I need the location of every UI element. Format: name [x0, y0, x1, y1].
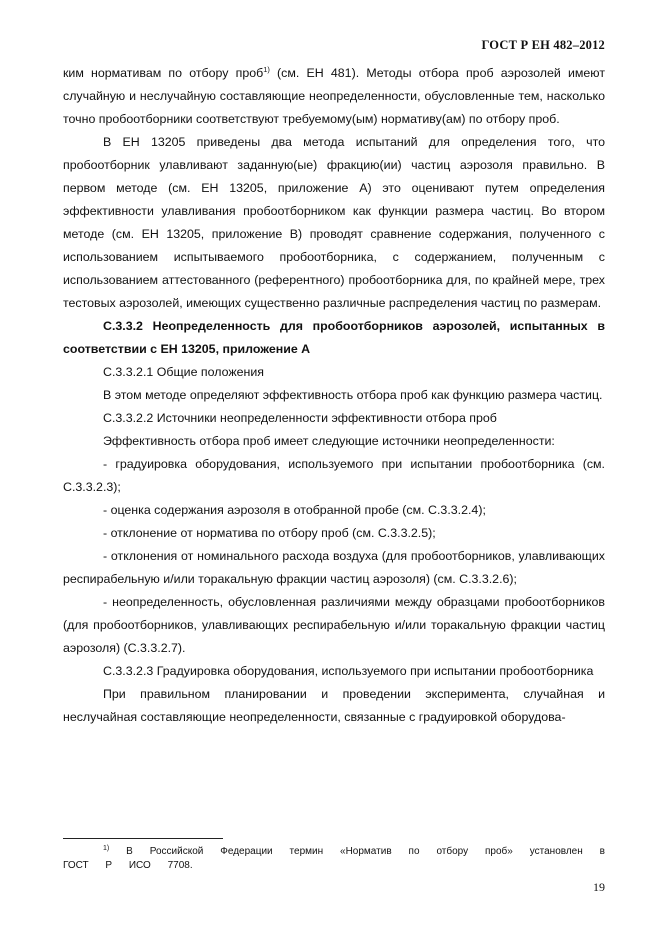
- subsection-3-title: С.3.3.2.3 Градуировка оборудования, используемого при испытании пробоотборника: [103, 664, 594, 678]
- paragraph-1-start: ким нормативам по отбору проб: [63, 66, 264, 80]
- footnote-ref: 1): [263, 65, 270, 74]
- list-item: - градуировка оборудования, используемого при испытании пробоотборника (см. С.3.3.2.3);: [63, 457, 605, 494]
- footnote: [63, 845, 605, 873]
- footnote-body: В Российской Федерации термин «Норматив по отбору проб» установлен в ГОСТ Р ИСО 7708.: [63, 846, 605, 871]
- footnote-divider: [63, 838, 223, 839]
- subsection-1-text: В этом методе определяют эффективность отбора проб как функцию размера частиц.: [103, 388, 603, 402]
- list-item: - оценка содержания аэрозоля в отобранной пробе (см. С.3.3.2.4);: [103, 503, 486, 517]
- footnote-text: [63, 845, 605, 873]
- list-item: - отклонения от номинального расхода воздуха (для пробоотборников, улавливающих респирабельную и/или торакальную фракции частиц аэрозоля) (см. С.3.3.2.6);: [63, 549, 605, 586]
- paragraph-1-rest: (см. ЕН 481). Методы отбора проб аэрозолей имеют случайную и неслучайную составляющие неопределенности, обусловленные тем, насколько точно пробоотборники соответствуют требуемому(ым) нормативу(ам) по отбору проб.: [63, 66, 605, 126]
- page-number: 19: [593, 880, 605, 894]
- document-header: ГОСТ Р ЕН 482–2012: [481, 38, 605, 52]
- list-item: - неопределенность, обусловленная различиями между образцами пробоотборников (для пробоотборников, улавливающих респирабельную и/или торакальную фракции частиц аэрозоля) (С.3.3.2.7).: [63, 595, 605, 655]
- subsection-2-intro: Эффективность отбора проб имеет следующие источники неопределенности:: [103, 434, 555, 448]
- paragraph-2: В ЕН 13205 приведены два метода испытаний для определения того, что пробоотборник улавливают заданную(ые) фракцию(ии) частиц аэрозоля правильно. В первом методе (см. ЕН 13205, приложение А) это оценивают путем определения эффективности улавливания пробоотборником как функции размера частиц. Во втором методе (см. ЕН 13205, приложение В) проводят сравнение содержания, полученного с использованием испытываемого пробоотборника, с содержанием, полученным с использованием аттестованного (референтного) пробоотборника для, по крайней мере, трех тестовых аэрозолей, имеющих существенно различные распределения частиц по размерам.: [63, 135, 605, 310]
- subsection-1-title: С.3.3.2.1 Общие положения: [103, 365, 265, 379]
- footnote-marker: 1): [103, 845, 110, 852]
- list-item: - отклонение от норматива по отбору проб (см. С.3.3.2.5);: [103, 526, 436, 540]
- section-heading: С.3.3.2 Неопределенность для пробоотборников аэрозолей, испытанных в соответствии с ЕН 13205, приложение А: [63, 319, 605, 356]
- page-body: [63, 62, 605, 729]
- subsection-3-text: При правильном планировании и проведении эксперимента, случайная и неслучайная составляющие неопределенности, связанные с градуировкой оборудова-: [63, 687, 605, 724]
- subsection-2-title: С.3.3.2.2 Источники неопределенности эффективности отбора проб: [103, 411, 497, 425]
- paragraph-1: [63, 62, 605, 131]
